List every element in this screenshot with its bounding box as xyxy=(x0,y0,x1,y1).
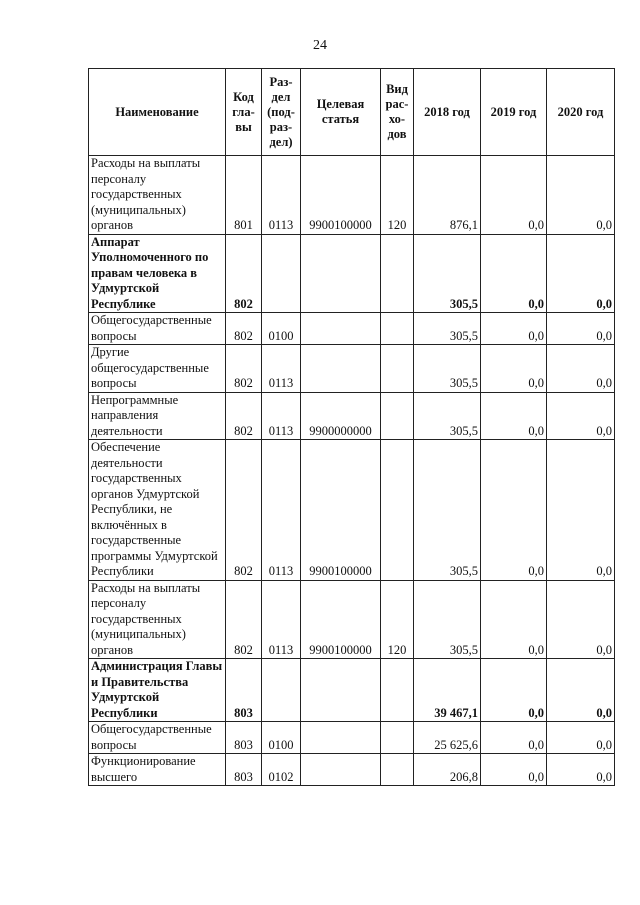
row-expense-type xyxy=(381,234,414,313)
row-2019: 0,0 xyxy=(481,754,547,786)
row-expense-type: 120 xyxy=(381,580,414,659)
row-2018: 305,5 xyxy=(414,580,481,659)
row-2020: 0,0 xyxy=(547,440,615,581)
row-section: 0113 xyxy=(262,440,301,581)
row-name: Другие общегосударственные вопросы xyxy=(89,345,226,393)
row-2019: 0,0 xyxy=(481,392,547,440)
header-chapter-code: Код гла-вы xyxy=(226,69,262,156)
row-chapter: 802 xyxy=(226,580,262,659)
header-name: Наименование xyxy=(89,69,226,156)
row-2020: 0,0 xyxy=(547,313,615,345)
row-2019: 0,0 xyxy=(481,156,547,235)
table-header-row xyxy=(89,69,615,156)
row-chapter: 802 xyxy=(226,345,262,393)
row-2018: 206,8 xyxy=(414,754,481,786)
table-row xyxy=(89,156,615,235)
table-body xyxy=(89,156,615,786)
row-name: Администрация Главы и Правительства Удмуртской Республики xyxy=(89,659,226,722)
row-chapter: 803 xyxy=(226,754,262,786)
page-number: 24 xyxy=(313,38,327,53)
row-name: Непрограммные направления деятельности xyxy=(89,392,226,440)
table-row xyxy=(89,754,615,786)
row-article xyxy=(301,754,381,786)
table-row xyxy=(89,659,615,722)
row-2020: 0,0 xyxy=(547,156,615,235)
row-2020: 0,0 xyxy=(547,580,615,659)
row-name: Функционирование высшего xyxy=(89,754,226,786)
table-row xyxy=(89,392,615,440)
row-2018: 305,5 xyxy=(414,234,481,313)
row-name: Общегосударственные вопросы xyxy=(89,313,226,345)
row-expense-type xyxy=(381,313,414,345)
table-row xyxy=(89,440,615,581)
row-2018: 25 625,6 xyxy=(414,722,481,754)
row-name: Аппарат Уполномоченного по правам человека в Удмуртской Республике xyxy=(89,234,226,313)
row-section: 0113 xyxy=(262,345,301,393)
row-name: Расходы на выплаты персоналу государственных (муниципальных) органов xyxy=(89,580,226,659)
row-article xyxy=(301,659,381,722)
row-expense-type xyxy=(381,345,414,393)
row-article xyxy=(301,345,381,393)
row-section: 0113 xyxy=(262,580,301,659)
row-2019: 0,0 xyxy=(481,313,547,345)
row-article xyxy=(301,722,381,754)
row-2018: 305,5 xyxy=(414,345,481,393)
row-chapter: 801 xyxy=(226,156,262,235)
row-section: 0113 xyxy=(262,392,301,440)
row-2020: 0,0 xyxy=(547,234,615,313)
row-chapter: 802 xyxy=(226,313,262,345)
row-2018: 876,1 xyxy=(414,156,481,235)
row-2018: 39 467,1 xyxy=(414,659,481,722)
row-2020: 0,0 xyxy=(547,659,615,722)
row-article: 9900100000 xyxy=(301,440,381,581)
row-article xyxy=(301,313,381,345)
row-section: 0100 xyxy=(262,722,301,754)
row-2019: 0,0 xyxy=(481,345,547,393)
row-expense-type xyxy=(381,754,414,786)
row-section: 0100 xyxy=(262,313,301,345)
row-2019: 0,0 xyxy=(481,580,547,659)
header-target-article: Целевая статья xyxy=(301,69,381,156)
row-article: 9900100000 xyxy=(301,156,381,235)
row-article: 9900100000 xyxy=(301,580,381,659)
row-name: Обеспечение деятельности государственных органов Удмуртской Республики, не включённых в государственные программы Удмуртской Республики xyxy=(89,440,226,581)
row-expense-type: 120 xyxy=(381,156,414,235)
row-section xyxy=(262,234,301,313)
table-row xyxy=(89,580,615,659)
row-section: 0113 xyxy=(262,156,301,235)
row-section xyxy=(262,659,301,722)
row-article xyxy=(301,234,381,313)
row-2020: 0,0 xyxy=(547,392,615,440)
row-expense-type xyxy=(381,659,414,722)
row-chapter: 802 xyxy=(226,392,262,440)
table-row xyxy=(89,313,615,345)
header-year-2020: 2020 год xyxy=(547,69,615,156)
row-2018: 305,5 xyxy=(414,313,481,345)
row-2020: 0,0 xyxy=(547,754,615,786)
row-2020: 0,0 xyxy=(547,345,615,393)
row-2019: 0,0 xyxy=(481,659,547,722)
header-expense-type: Вид рас-хо-дов xyxy=(381,69,414,156)
row-2019: 0,0 xyxy=(481,722,547,754)
row-chapter: 803 xyxy=(226,659,262,722)
budget-table xyxy=(88,68,615,786)
row-2019: 0,0 xyxy=(481,234,547,313)
row-2020: 0,0 xyxy=(547,722,615,754)
row-2018: 305,5 xyxy=(414,392,481,440)
row-2018: 305,5 xyxy=(414,440,481,581)
table-row xyxy=(89,722,615,754)
row-section: 0102 xyxy=(262,754,301,786)
row-chapter: 802 xyxy=(226,440,262,581)
row-2019: 0,0 xyxy=(481,440,547,581)
header-year-2018: 2018 год xyxy=(414,69,481,156)
row-expense-type xyxy=(381,392,414,440)
row-expense-type xyxy=(381,440,414,581)
header-section: Раз-дел (под-раз-дел) xyxy=(262,69,301,156)
row-article: 9900000000 xyxy=(301,392,381,440)
header-year-2019: 2019 год xyxy=(481,69,547,156)
table-row xyxy=(89,234,615,313)
row-name: Расходы на выплаты персоналу государственных (муниципальных) органов xyxy=(89,156,226,235)
table-row xyxy=(89,345,615,393)
row-name: Общегосударственные вопросы xyxy=(89,722,226,754)
row-expense-type xyxy=(381,722,414,754)
row-chapter: 803 xyxy=(226,722,262,754)
row-chapter: 802 xyxy=(226,234,262,313)
